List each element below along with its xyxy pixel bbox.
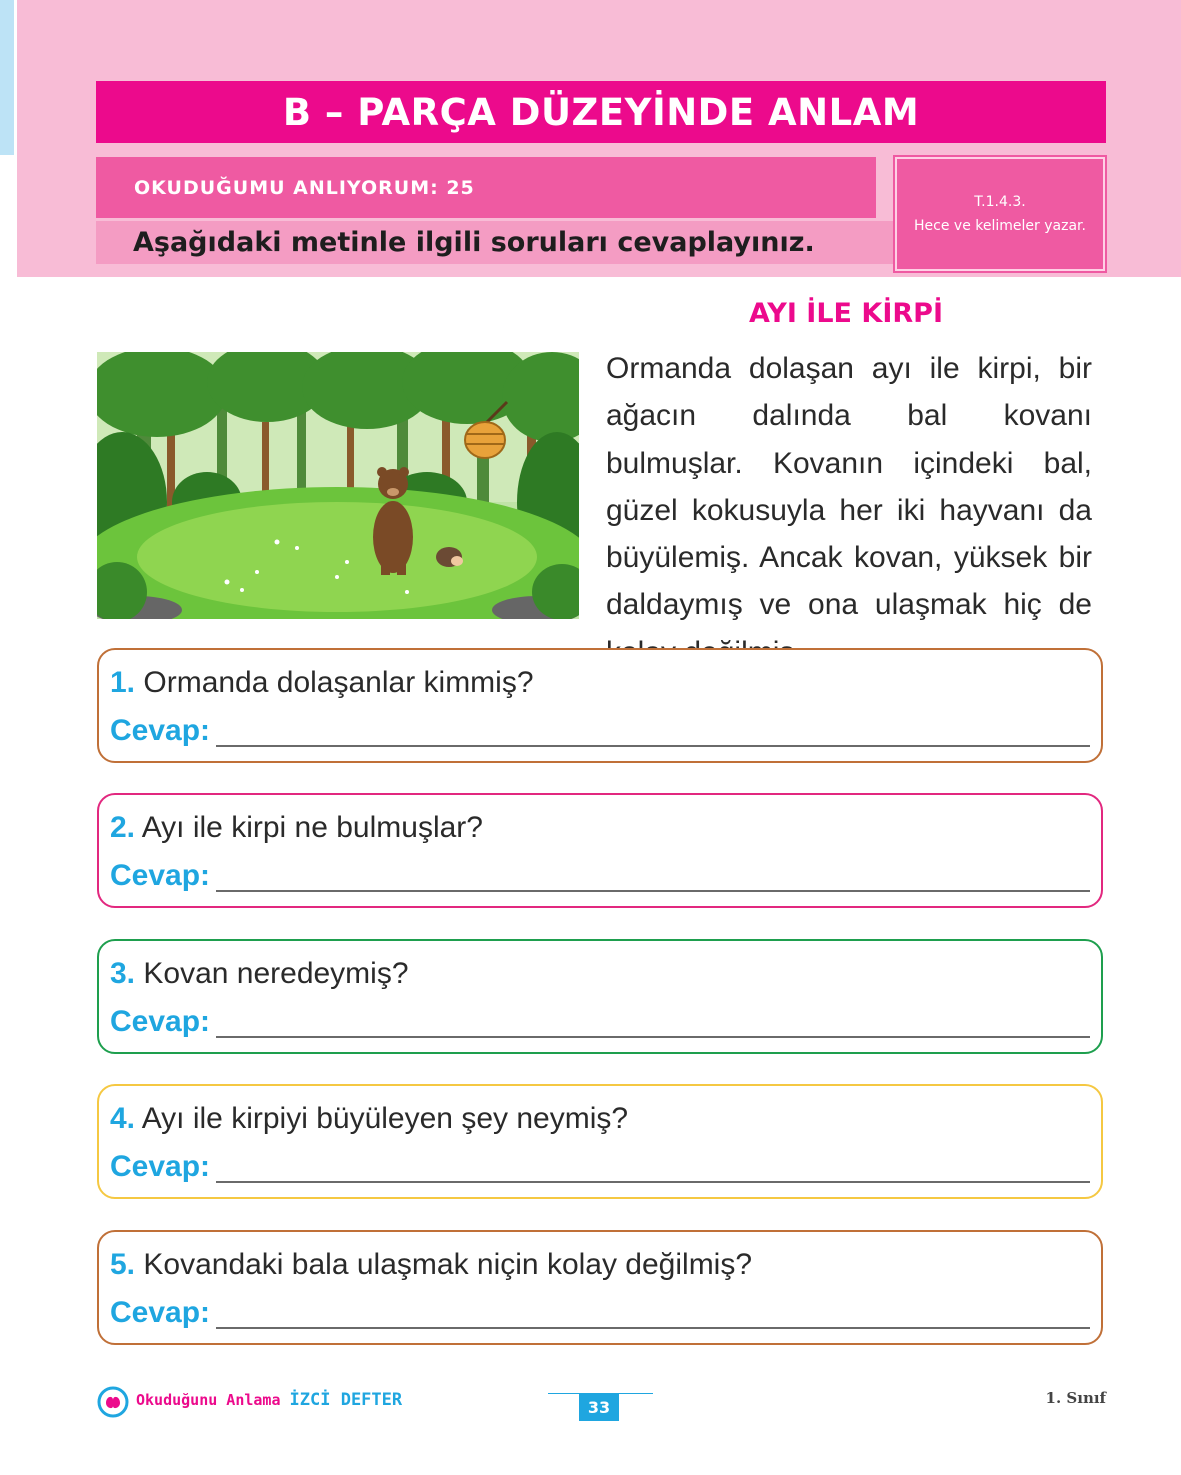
answer-line-4[interactable] xyxy=(216,1181,1090,1183)
question-box-2 xyxy=(97,793,1103,908)
question-text: Kovandaki bala ulaşmak niçin kolay değilmiş? xyxy=(143,1248,753,1281)
instruction-text: Aşağıdaki metinle ilgili soruları cevaplayınız. xyxy=(96,221,896,264)
question-number: 4. xyxy=(110,1102,136,1135)
question-text: Kovan neredeymiş? xyxy=(143,957,409,990)
section-title: B – PARÇA DÜZEYİNDE ANLAM xyxy=(96,81,1106,143)
answer-line-5[interactable] xyxy=(216,1327,1090,1329)
objective-text: Hece ve kelimeler yazar. xyxy=(914,218,1086,234)
series-name xyxy=(136,1390,402,1410)
question-number: 1. xyxy=(110,666,136,699)
answer-line-2[interactable] xyxy=(216,890,1090,892)
answer-line-1[interactable] xyxy=(216,745,1090,747)
question-number: 2. xyxy=(110,811,136,844)
series-part1: Okuduğunu Anlama xyxy=(136,1391,281,1409)
brain-logo-icon xyxy=(97,1386,129,1418)
story-text: Ormanda dolaşan ayı ile kirpi, bir ağacın dalında bal kovanı bulmuşlar. Kovanın içindeki bal, güzel kokusuyla her iki hayvanı da büyülemiş. Ancak kovan, yüksek bir daldaymış ve ona ulaşmak hiç de xyxy=(606,352,1092,622)
series-part2: İZCİ DEFTER xyxy=(289,1390,403,1410)
exercise-subtitle: OKUDUĞUMU ANLIYORUM: 25 xyxy=(96,157,876,218)
answer-label: Cevap: xyxy=(110,1150,211,1183)
answer-label: Cevap: xyxy=(110,714,211,747)
objective-code: T.1.4.3. xyxy=(974,194,1026,210)
question-number: 3. xyxy=(110,957,136,990)
question-3 xyxy=(110,957,409,991)
story-title: AYI İLE KİRPİ xyxy=(749,298,943,329)
question-box-5 xyxy=(97,1230,1103,1345)
grade-label: 1. Sınıf xyxy=(1045,1389,1106,1407)
question-box-3 xyxy=(97,939,1103,1054)
question-1 xyxy=(110,666,534,700)
page-number: 33 xyxy=(579,1394,619,1421)
question-2 xyxy=(110,811,483,845)
question-5 xyxy=(110,1248,752,1282)
answer-label: Cevap: xyxy=(110,859,211,892)
question-box-1 xyxy=(97,648,1103,763)
question-text: Ormanda dolaşanlar kimmiş? xyxy=(143,666,534,699)
forest-bear-hedgehog-illustration xyxy=(97,352,579,619)
left-color-strip xyxy=(0,0,14,155)
answer-label: Cevap: xyxy=(110,1296,211,1329)
answer-line-3[interactable] xyxy=(216,1036,1090,1038)
question-text: Ayı ile kirpi ne bulmuşlar? xyxy=(141,811,483,844)
question-number: 5. xyxy=(110,1248,136,1281)
objective-box xyxy=(895,157,1105,271)
answer-label: Cevap: xyxy=(110,1005,211,1038)
question-box-4 xyxy=(97,1084,1103,1199)
question-4 xyxy=(110,1102,628,1136)
question-text: Ayı ile kirpiyi büyüleyen şey neymiş? xyxy=(141,1102,629,1135)
